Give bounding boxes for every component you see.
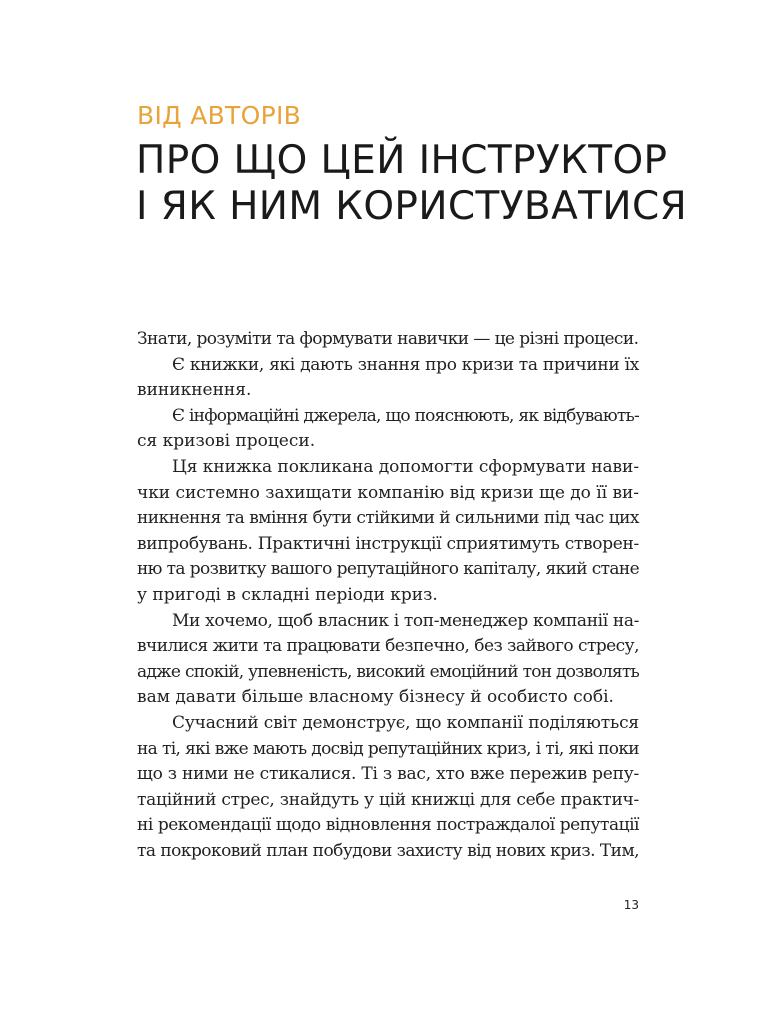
text-line: Є книжки, які дають знання про кризи та причини їх — [172, 354, 639, 375]
text-line: вчилися жити та працювати безпечно, без зайвого стресу, — [137, 636, 639, 657]
title-line: І ЯК НИМ КОРИСТУВАТИСЯ — [136, 184, 688, 229]
text-line: Сучасний світ демонструє, що компанії поділяються — [172, 712, 639, 733]
section-label: ВІД АВТОРІВ — [137, 101, 302, 130]
text-line: Є інформаційні джерела, що пояснюють, як відбувають- — [172, 405, 639, 426]
text-line: Знати, розуміти та формувати навички — це різні процеси. — [137, 329, 639, 349]
text-line: Ця книжка покликана допомогти сформувати нави- — [172, 456, 639, 477]
text-line: випробувань. Практичні інструкції сприятимуть створен- — [137, 533, 639, 554]
text-line: та покроковий план побудови захисту від нових криз. Тим, — [137, 840, 639, 861]
title-line: ПРО ЩО ЦЕЙ ІНСТРУКТОР — [136, 138, 668, 183]
text-line: таційний стрес, знайдуть у цій книжці для себе практич- — [137, 789, 639, 810]
text-line: вам давати більше власному бізнесу й особисто собі. — [137, 687, 614, 708]
chapter-title — [136, 138, 687, 230]
text-line: ню та розвитку вашого репутаційного капіталу, який стане — [137, 559, 639, 580]
text-line: що з ними не стикалися. Ті з вас, хто вже пережив репу- — [137, 764, 639, 785]
text-line: никнення та вміння бути стійкими й сильними під час цих — [137, 508, 639, 529]
body-text — [137, 327, 639, 864]
text-line: Ми хочемо, щоб власник і топ-менеджер компанії на- — [172, 610, 639, 631]
text-line: у пригоді в складні періоди криз. — [137, 584, 438, 605]
page-number: 13 — [623, 898, 639, 912]
text-line: виникнення. — [137, 380, 252, 401]
text-line: на ті, які вже мають досвід репутаційних криз, і ті, які поки — [137, 738, 639, 759]
text-line: адже спокій, упевненість, високий емоційний тон дозволять — [137, 661, 639, 682]
text-line: ні рекомендації щодо відновлення постраждалої репутації — [137, 815, 639, 836]
text-line: ся кризові процеси. — [137, 431, 316, 452]
text-line: чки системно захищати компанію від кризи ще до її ви- — [137, 482, 639, 503]
